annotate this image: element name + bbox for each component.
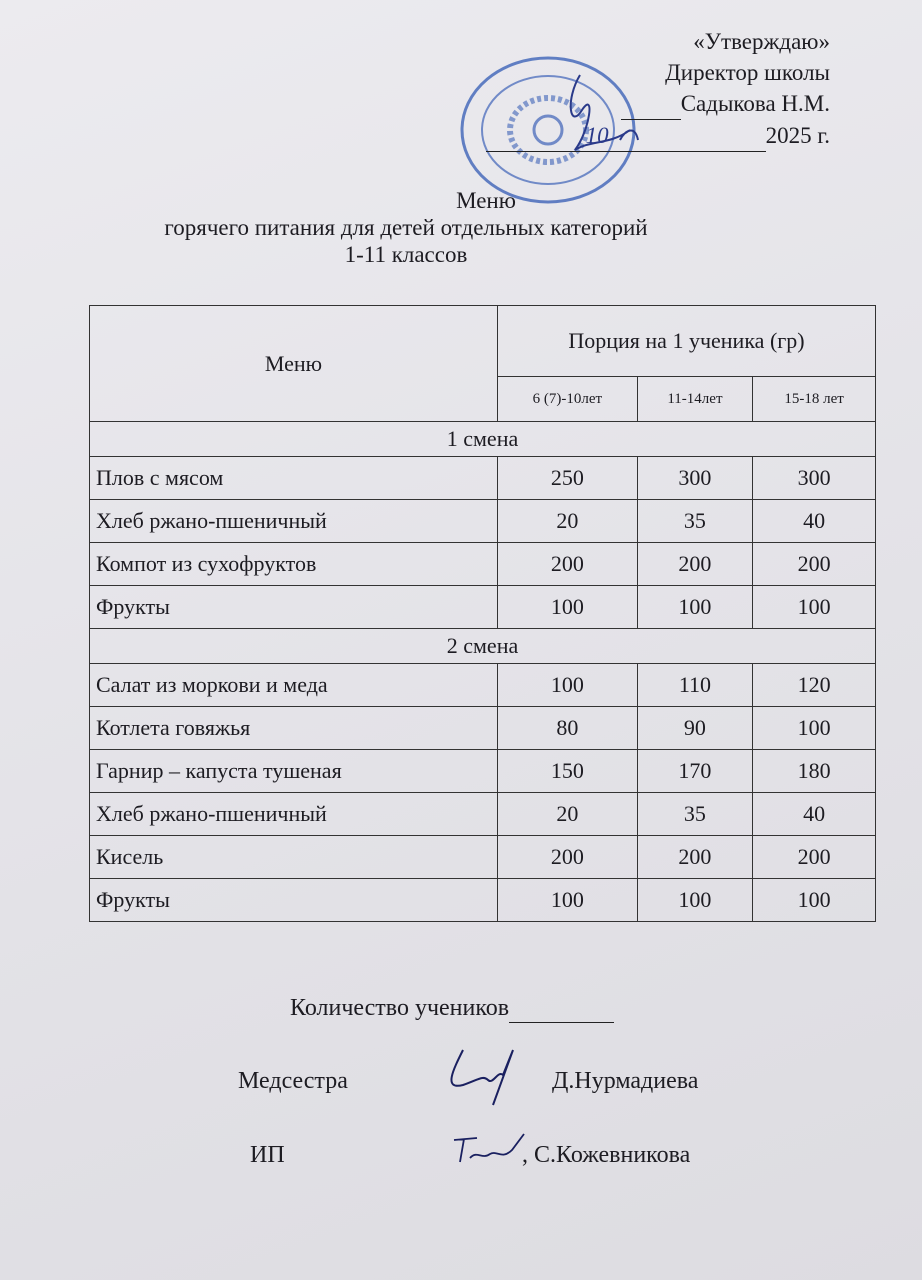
dish-name: Плов с мясом (90, 457, 498, 500)
portion-value: 300 (637, 457, 752, 500)
nurse-signature (438, 1040, 518, 1110)
approval-date-day: 10 (486, 120, 766, 152)
director-name: Садыкова Н.М. (680, 91, 830, 116)
table-row (90, 707, 876, 750)
director-title: Директор школы (665, 60, 830, 85)
portion-value: 100 (753, 879, 876, 922)
title-line-1: Меню (456, 188, 516, 213)
table-row (90, 664, 876, 707)
portion-value: 100 (637, 586, 752, 629)
portion-value: 100 (753, 586, 876, 629)
nurse-role: Медсестра (238, 1068, 348, 1094)
portion-value: 200 (753, 836, 876, 879)
portion-value: 200 (637, 543, 752, 586)
dish-name: Фрукты (90, 879, 498, 922)
table-row (90, 836, 876, 879)
portion-value: 180 (753, 750, 876, 793)
menu-table (89, 305, 876, 922)
portion-value: 20 (498, 793, 638, 836)
portion-value: 200 (498, 836, 638, 879)
header-age-1: 6 (7)-10лет (498, 377, 638, 422)
table-row (90, 543, 876, 586)
portion-value: 40 (753, 793, 876, 836)
table-row (90, 457, 876, 500)
students-count-blank (509, 995, 614, 1023)
header-age-2: 11-14лет (637, 377, 752, 422)
portion-value: 90 (637, 707, 752, 750)
table-row (90, 793, 876, 836)
portion-value: 200 (753, 543, 876, 586)
document-title (0, 187, 922, 268)
portion-value: 110 (637, 664, 752, 707)
menu-body (90, 422, 876, 922)
header-menu: Меню (90, 306, 498, 422)
ip-signature (452, 1130, 527, 1170)
shift-row (90, 422, 876, 457)
portion-value: 35 (637, 500, 752, 543)
portion-value: 40 (753, 500, 876, 543)
ip-name: , С.Кожевникова (522, 1142, 691, 1168)
portion-value: 100 (498, 586, 638, 629)
portion-value: 200 (637, 836, 752, 879)
dish-name: Хлеб ржано-пшеничный (90, 500, 498, 543)
ip-role: ИП (250, 1142, 285, 1168)
table-row (90, 500, 876, 543)
dish-name: Кисель (90, 836, 498, 879)
portion-value: 100 (637, 879, 752, 922)
dish-name: Фрукты (90, 586, 498, 629)
portion-value: 100 (498, 664, 638, 707)
portion-value: 20 (498, 500, 638, 543)
table-row (90, 879, 876, 922)
dish-name: Гарнир – капуста тушеная (90, 750, 498, 793)
header-age-3: 15-18 лет (753, 377, 876, 422)
shift-label: 1 смена (90, 422, 876, 457)
table-row (90, 750, 876, 793)
portion-value: 250 (498, 457, 638, 500)
portion-value: 150 (498, 750, 638, 793)
portion-value: 80 (498, 707, 638, 750)
portion-value: 35 (637, 793, 752, 836)
approval-heading: «Утверждаю» (693, 29, 830, 54)
shift-row (90, 629, 876, 664)
header-portion: Порция на 1 ученика (гр) (498, 306, 876, 377)
portion-value: 100 (753, 707, 876, 750)
dish-name: Салат из моркови и меда (90, 664, 498, 707)
dish-name: Котлета говяжья (90, 707, 498, 750)
students-count (290, 995, 614, 1023)
portion-value: 200 (498, 543, 638, 586)
students-count-label: Количество учеников (290, 995, 510, 1021)
portion-value: 300 (753, 457, 876, 500)
portion-value: 120 (753, 664, 876, 707)
title-line-2: горячего питания для детей отдельных категорий (164, 215, 648, 240)
dish-name: Компот из сухофруктов (90, 543, 498, 586)
dish-name: Хлеб ржано-пшеничный (90, 793, 498, 836)
shift-label: 2 смена (90, 629, 876, 664)
portion-value: 170 (637, 750, 752, 793)
title-line-3: 1-11 классов (344, 242, 468, 267)
approval-date-year: 2025 г. (765, 123, 830, 148)
nurse-name: Д.Нурмадиева (552, 1068, 699, 1094)
portion-value: 100 (498, 879, 638, 922)
table-row (90, 586, 876, 629)
approval-block (486, 26, 830, 152)
